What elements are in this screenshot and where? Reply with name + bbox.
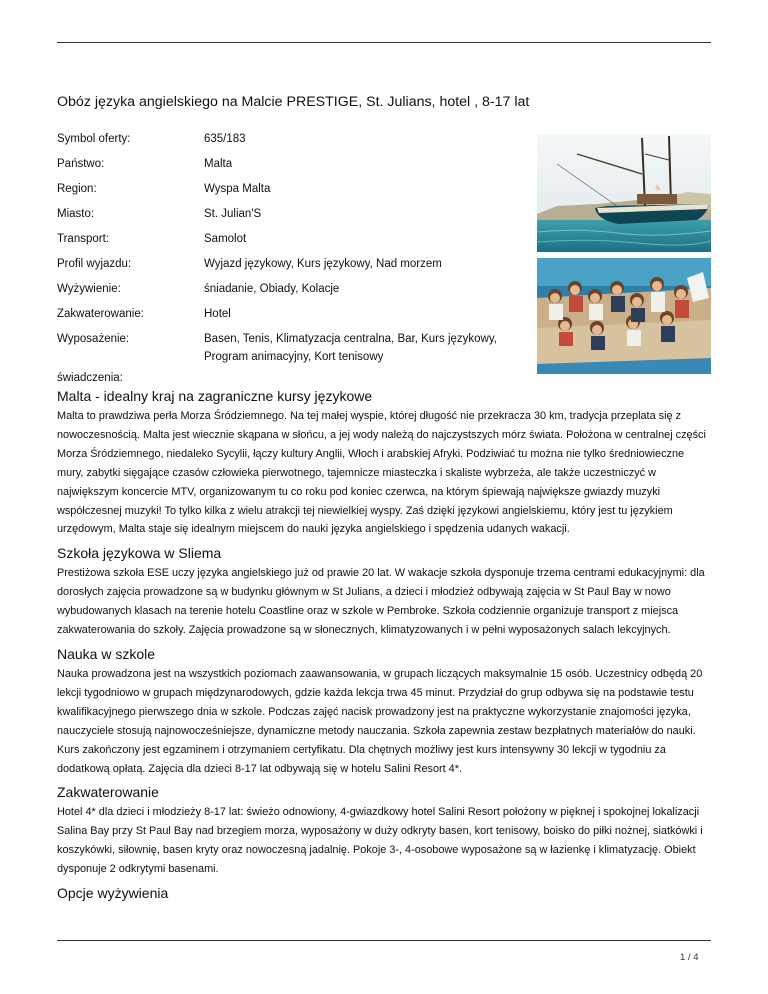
info-row-city bbox=[57, 205, 527, 230]
section-heading: Szkoła językowa w Sliema bbox=[57, 545, 222, 562]
swiadczenia-label: świadczenia: bbox=[57, 372, 123, 384]
section-school bbox=[57, 543, 713, 640]
section-learning bbox=[57, 644, 713, 778]
info-label: Wyżywienie: bbox=[57, 283, 121, 295]
info-value: Malta bbox=[204, 158, 233, 170]
info-row-meals bbox=[57, 280, 527, 305]
info-value: Hotel bbox=[204, 308, 231, 320]
section-malta bbox=[57, 386, 713, 539]
info-value: śniadanie, Obiady, Kolacje bbox=[204, 283, 340, 295]
content-sections bbox=[57, 386, 713, 903]
campers-group-photo bbox=[537, 258, 711, 374]
page-number: 1 / 4 bbox=[680, 952, 699, 963]
section-meal-options bbox=[57, 883, 713, 903]
section-heading: Zakwaterowanie bbox=[57, 784, 159, 801]
info-label: Profil wyjazdu: bbox=[57, 258, 132, 270]
header-rule bbox=[57, 42, 711, 43]
section-text: Malta to prawdziwa perła Morza Śródziemnego. Na tej małej wyspie, której długość nie przekracza 30 km, tradycja przeplata się z nowoczesnością. Malta jest wiecznie skąpana w słońcu, a jej wody należą do najczystszych mórz świata. Położona w centralnej części Morza Śródziemnego, niedaleko Sycylii, łączy kultury Anglii, Włoch i arabskiej Afryki. Podziwiać tu można nie tylko średniowieczne mury, zabytki sięgające czasów człowieka pierwotnego, tajemnicze miasteczka i skaliste wybrzeża, ale także uczestniczyć w największym koncercie MTV, organizowanym tu co roku pod koniec czerwca, na którym śpiewają największe gwiazdy muzyki współczesnej muzyki! To tylko kilka z wielu atrakcji tej niewielkiej wyspy. Zaś dzięki językowi angielskiemu, który jest tu językiem urzędowym, Malta staje się idealnym miejscem do nauki języka angielskiego i spędzenia udanych wakacji. bbox=[57, 410, 706, 536]
info-label: Zakwaterowanie: bbox=[57, 308, 144, 320]
info-row-region bbox=[57, 180, 527, 205]
info-row-symbol bbox=[57, 130, 527, 155]
section-text: Prestiżowa szkoła ESE uczy języka angielskiego już od prawie 20 lat. W wakacje szkoła dysponuje trzema centrami edukacyjnymi: dla dorosłych zajęcia prowadzone są w budynku głównym w St Julians, a dzieci i młodzież odbywają zajęcia w St Paul Bay w nowo wybudowanych klasach na terenie hotelu Coastline oraz w szkole w Pembroke. Szkoła codziennie organizuje transport z miejsca zakwaterowania do szkoły. Zajęcia prowadzone są w słonecznych, klimatyzowanych i w pełni wyposażonych salach lekcyjnych. bbox=[57, 567, 705, 637]
offer-info-table bbox=[57, 130, 527, 370]
info-value: St. Julian'S bbox=[204, 208, 262, 220]
section-text: Hotel 4* dla dzieci i młodzieży 8-17 lat: świeżo odnowiony, 4-gwiazdkowy hotel Salini Resort położony w pięknej i spokojnej lokalizacji Salina Bay przy St Paul Bay nad brzegiem morza, wyposażony w duży odkryty basen, kort tenisowy, boisko do piłki nożnej, siatkówki i koszykówki, siłownię, basen kryty oraz nowoczesną jadalnię. Pokoje 3-, 4-osobowe wyposażone są w łazienkę i klimatyzację. Obiekt dysponuje 2 odkrytymi basenami. bbox=[57, 806, 703, 876]
document-title: Obóz języka angielskiego na Malcie PRESTIGE, St. Julians, hotel , 8-17 lat bbox=[57, 94, 530, 110]
section-heading: Opcje wyżywienia bbox=[57, 885, 169, 902]
footer-rule bbox=[57, 940, 711, 941]
info-row-profile bbox=[57, 255, 527, 280]
info-label: Region: bbox=[57, 183, 97, 195]
info-label: Państwo: bbox=[57, 158, 105, 170]
info-row-accommodation bbox=[57, 305, 527, 330]
info-label: Transport: bbox=[57, 233, 109, 245]
info-row-transport bbox=[57, 230, 527, 255]
info-label: Symbol oferty: bbox=[57, 133, 131, 145]
section-text: Nauka prowadzona jest na wszystkich poziomach zaawansowania, w grupach liczących maksymalnie 15 osób. Uczestnicy odbędą 20 lekcji tygodniowo w grupach międzynarodowych, gdzie każda lekcja trwa 45 minut. Przydział do grup odbywa się na podstawie testu kwalifikacyjnego pierwszego dnia w szkole. Podczas zajęć nacisk prowadzony jest na praktyczne wykorzystanie znajomości języka, nauczyciele stosują najnowocześniejsze, dynamiczne metody nauczania. Szkoła zapewnia zestaw bezpłatnych materiałów do nauki. Kurs zakończony jest egzaminem i otrzymaniem certyfikatu. Dla chętnych możliwy jest kurs intensywny 30 lekcji w tygodniu za dodatkową opłatą. Zajęcia dla dzieci 8-17 lat odbywają się w hotelu Salini Resort 4*. bbox=[57, 667, 703, 775]
info-value: Wyjazd językowy, Kurs językowy, Nad morzem bbox=[204, 258, 442, 270]
info-label: Miasto: bbox=[57, 208, 95, 220]
section-heading: Nauka w szkole bbox=[57, 645, 156, 662]
section-accommodation bbox=[57, 782, 713, 879]
sailboat-photo bbox=[537, 134, 711, 252]
info-row-facilities bbox=[57, 330, 527, 370]
info-value: Basen, Tenis, Klimatyzacja centralna, Bar, Kurs językowy, Program animacyjny, Kort tenisowy bbox=[204, 333, 497, 363]
info-value: Samolot bbox=[204, 233, 247, 245]
info-label: Wyposażenie: bbox=[57, 333, 130, 345]
info-row-country bbox=[57, 155, 527, 180]
info-value: Wyspa Malta bbox=[204, 183, 271, 195]
section-heading: Malta - idealny kraj na zagraniczne kursy językowe bbox=[57, 388, 373, 404]
info-value: 635/183 bbox=[204, 133, 246, 145]
